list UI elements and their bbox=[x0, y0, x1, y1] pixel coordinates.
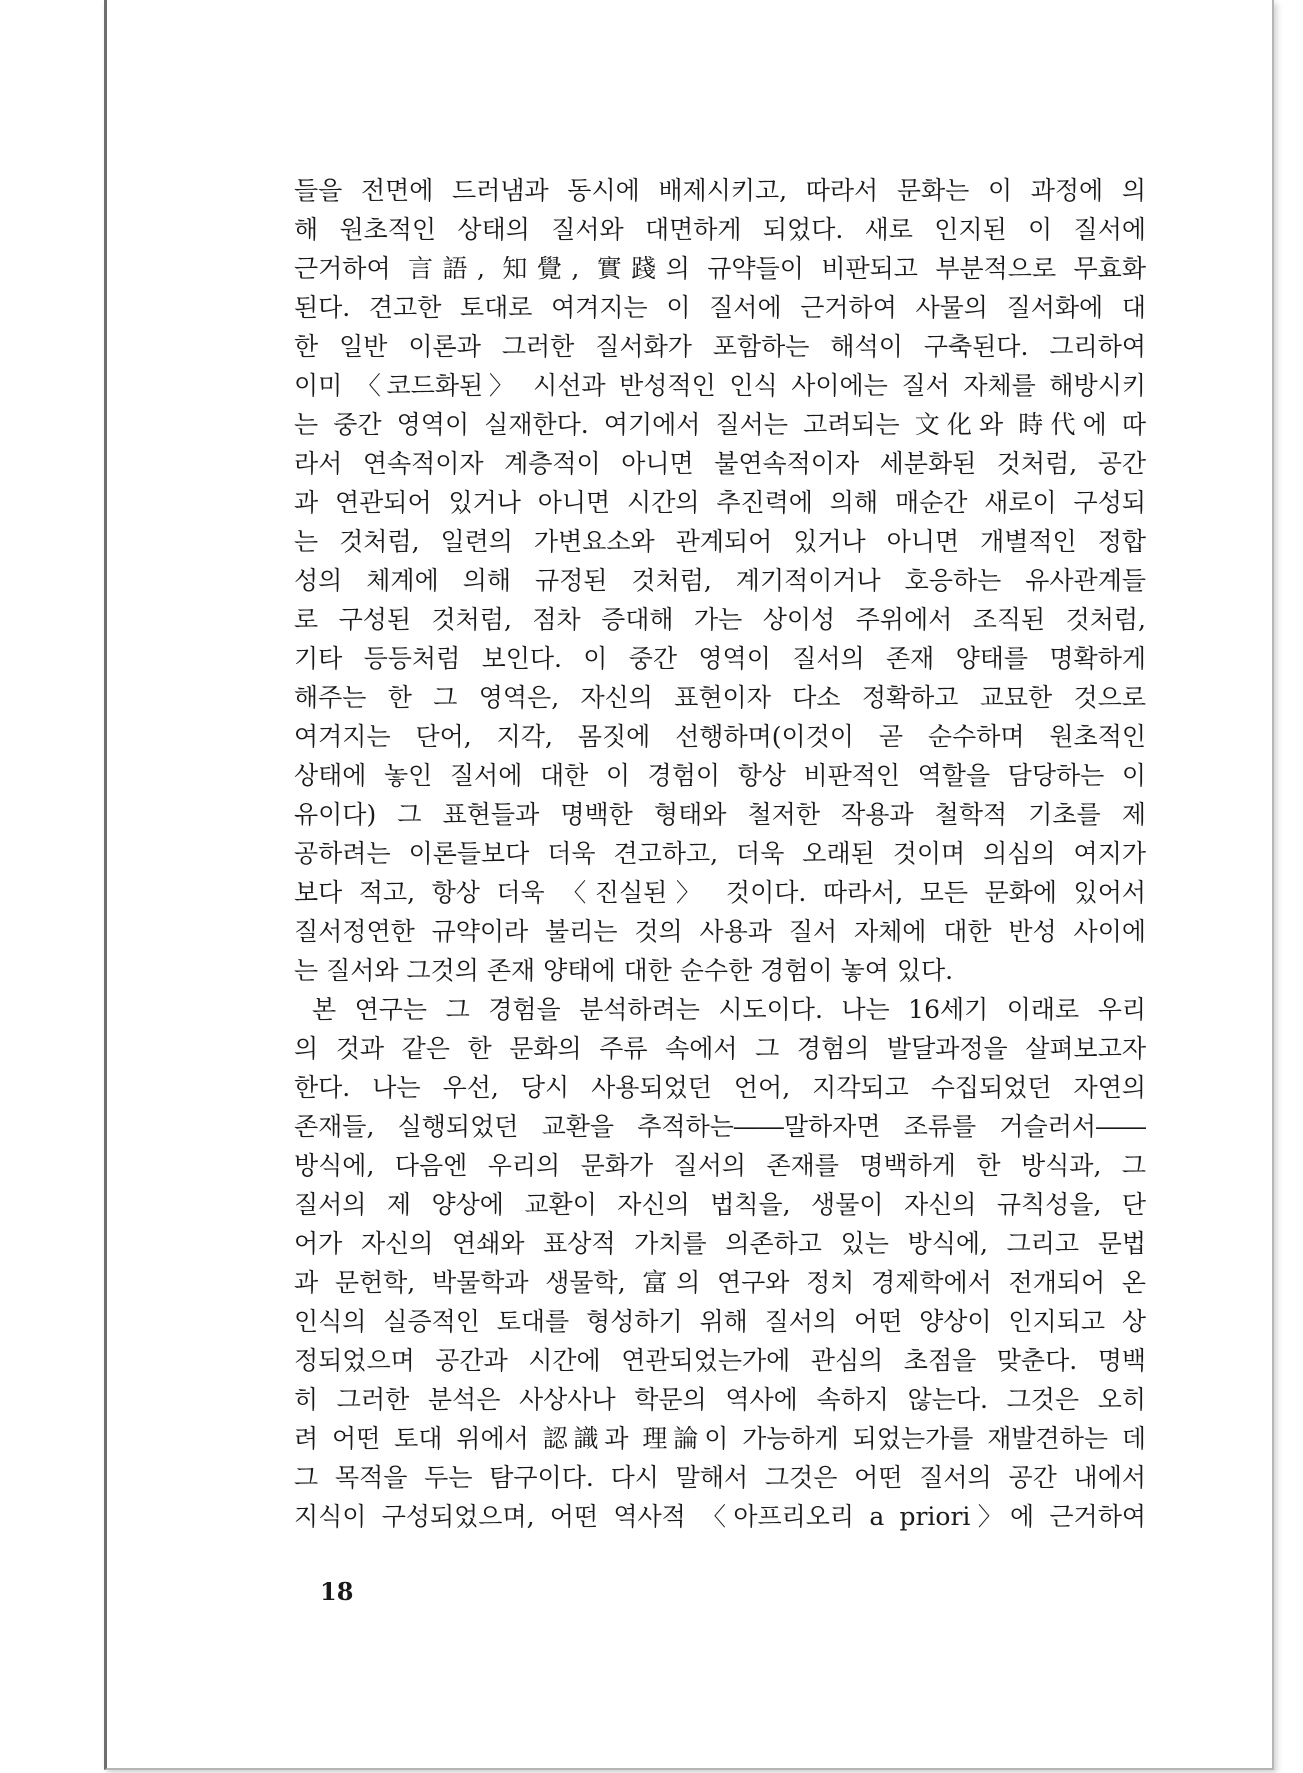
text-line: 근거하여 言語, 知覺, 實踐의 규약들이 비판되고 부분적으로 무효화 bbox=[294, 254, 1146, 283]
text-line: 보다 적고, 항상 더욱 〈진실된〉 것이다. 따라서, 모든 문화에 있어서 bbox=[294, 878, 1146, 907]
text-line: 존재들, 실행되었던 교환을 추적하는――말하자면 조류를 거슬러서―― bbox=[294, 1112, 1146, 1141]
paragraph-end-line: 는 질서와 그것의 존재 양태에 대한 순수한 경험이 놓여 있다. bbox=[294, 956, 954, 985]
text-line: 의 것과 같은 한 문화의 주류 속에서 그 경험의 발달과정을 살펴보고자 bbox=[294, 1034, 1146, 1063]
text-line: 어가 자신의 연쇄와 표상적 가치를 의존하고 있는 방식에, 그리고 문법 bbox=[294, 1229, 1146, 1258]
text-line: 한 일반 이론과 그러한 질서화가 포함하는 해석이 구축된다. 그리하여 bbox=[294, 332, 1146, 361]
text-line: 여겨지는 단어, 지각, 몸짓에 선행하며(이것이 곧 순수하며 원초적인 bbox=[294, 722, 1146, 751]
text-line: 과 연관되어 있거나 아니면 시간의 추진력에 의해 매순간 새로이 구성되 bbox=[294, 488, 1146, 517]
text-line: 된다. 견고한 토대로 여겨지는 이 질서에 근거하여 사물의 질서화에 대 bbox=[294, 293, 1146, 322]
text-line: 인식의 실증적인 토대를 형성하기 위해 질서의 어떤 양상이 인지되고 상 bbox=[294, 1307, 1146, 1336]
text-line: 려 어떤 토대 위에서 認識과 理論이 가능하게 되었는가를 재발견하는 데 bbox=[294, 1424, 1146, 1453]
text-line: 공하려는 이론들보다 더욱 견고하고, 더욱 오래된 것이며 의심의 여지가 bbox=[294, 839, 1146, 868]
text-line: 히 그러한 분석은 사상사나 학문의 역사에 속하지 않는다. 그것은 오히 bbox=[294, 1385, 1146, 1414]
text-line: 성의 체계에 의해 규정된 것처럼, 계기적이거나 호응하는 유사관계들 bbox=[294, 566, 1146, 595]
text-line: 라서 연속적이자 계층적이 아니면 불연속적이자 세분화된 것처럼, 공간 bbox=[294, 449, 1146, 478]
text-line: 질서의 제 양상에 교환이 자신의 법칙을, 생물이 자신의 규칙성을, 단 bbox=[294, 1190, 1146, 1219]
text-line: 는 것처럼, 일련의 가변요소와 관계되어 있거나 아니면 개별적인 정합 bbox=[294, 527, 1146, 556]
page-number: 18 bbox=[320, 1577, 354, 1606]
text-line: 기타 등등처럼 보인다. 이 중간 영역이 질서의 존재 양태를 명확하게 bbox=[294, 644, 1146, 673]
text-line: 유이다) 그 표현들과 명백한 형태와 철저한 작용과 철학적 기초를 제 bbox=[294, 800, 1146, 829]
text-line: 질서정연한 규약이라 불리는 것의 사용과 질서 자체에 대한 반성 사이에 bbox=[294, 917, 1146, 946]
text-line: 그 목적을 두는 탐구이다. 다시 말해서 그것은 어떤 질서의 공간 내에서 bbox=[294, 1463, 1146, 1492]
text-line: 해 원초적인 상태의 질서와 대면하게 되었다. 새로 인지된 이 질서에 bbox=[294, 215, 1146, 244]
text-line: 정되었으며 공간과 시간에 연관되었는가에 관심의 초점을 맞춘다. 명백 bbox=[294, 1346, 1146, 1375]
text-line: 이미 〈코드화된〉 시선과 반성적인 인식 사이에는 질서 자체를 해방시키 bbox=[294, 371, 1146, 400]
text-line: 상태에 놓인 질서에 대한 이 경험이 항상 비판적인 역할을 담당하는 이 bbox=[294, 761, 1146, 790]
text-line: 는 중간 영역이 실재한다. 여기에서 질서는 고려되는 文化와 時代에 따 bbox=[294, 410, 1146, 439]
paragraph-start-line: 본 연구는 그 경험을 분석하려는 시도이다. 나는 16세기 이래로 우리 bbox=[312, 995, 1146, 1024]
text-line: 지식이 구성되었으며, 어떤 역사적 〈아프리오리 a priori〉에 근거하여 bbox=[294, 1502, 1146, 1531]
text-line: 로 구성된 것처럼, 점차 증대해 가는 상이성 주위에서 조직된 것처럼, bbox=[294, 605, 1146, 634]
text-line: 해주는 한 그 영역은, 자신의 표현이자 다소 정확하고 교묘한 것으로 bbox=[294, 683, 1146, 712]
text-line: 들을 전면에 드러냄과 동시에 배제시키고, 따라서 문화는 이 과정에 의 bbox=[294, 176, 1146, 205]
text-line: 한다. 나는 우선, 당시 사용되었던 언어, 지각되고 수집되었던 자연의 bbox=[294, 1073, 1146, 1102]
text-line: 과 문헌학, 박물학과 생물학, 富의 연구와 정치 경제학에서 전개되어 온 bbox=[294, 1268, 1146, 1297]
text-line: 방식에, 다음엔 우리의 문화가 질서의 존재를 명백하게 한 방식과, 그 bbox=[294, 1151, 1146, 1180]
body-text bbox=[294, 171, 1146, 1536]
